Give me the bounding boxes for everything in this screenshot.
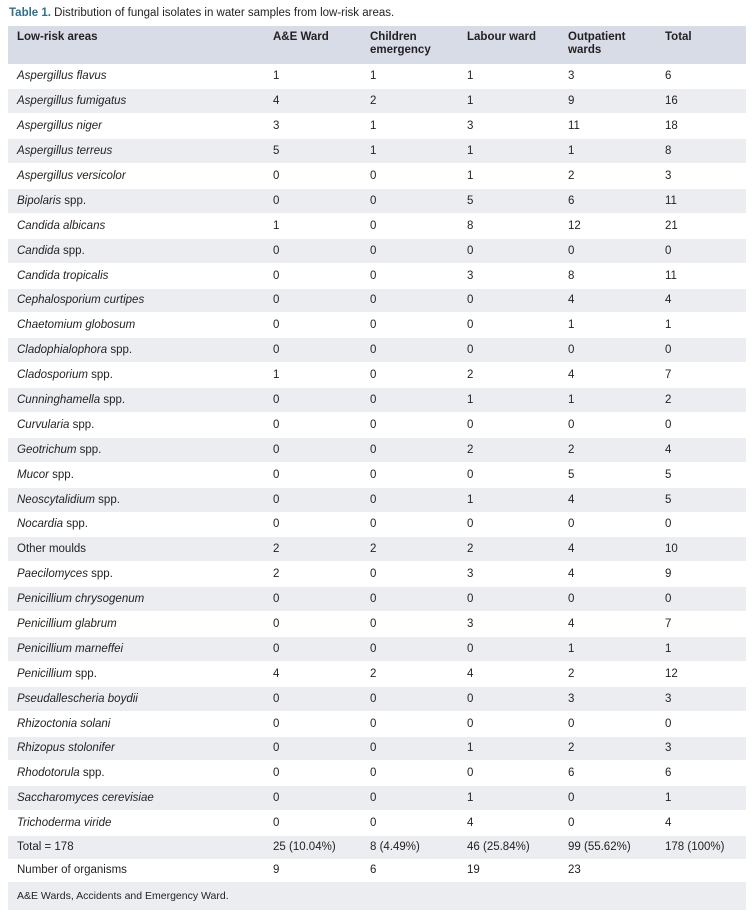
- organism-name: [8, 238, 264, 263]
- table-row: [8, 736, 746, 761]
- cell-outpatient-wards: 0: [568, 244, 575, 257]
- organism-name: [8, 412, 264, 437]
- table-row: [8, 437, 746, 462]
- organism-name-text: Candida albicans: [17, 219, 106, 232]
- cell-ae-ward: 0: [273, 692, 280, 705]
- cell-ae-ward: 5: [273, 145, 280, 158]
- cell-children-emergency: 0: [370, 493, 377, 506]
- table-row: [8, 89, 746, 114]
- organisms-labour-ward: 19: [467, 864, 480, 877]
- cell-ae-ward: 0: [273, 618, 280, 631]
- cell-children-emergency: 0: [370, 692, 377, 705]
- table-row: [8, 313, 746, 338]
- cell-children-emergency: 0: [370, 170, 377, 182]
- cell-total: 7: [665, 618, 672, 631]
- cell-total: 3: [665, 692, 672, 705]
- cell-children-emergency: 2: [370, 667, 377, 680]
- organism-name: [8, 139, 264, 164]
- cell-total: 1: [665, 792, 672, 805]
- column-header-total: Total: [665, 31, 692, 43]
- cell-children-emergency: 2: [370, 95, 377, 108]
- cell-total: 6: [665, 767, 672, 780]
- cell-labour-ward: 0: [467, 344, 474, 357]
- organism-name: [8, 711, 264, 736]
- organism-name-text: Rhodotorula: [17, 767, 80, 780]
- cell-outpatient-wards: 11: [568, 120, 580, 133]
- column-header-children-emergency: Children emergency: [370, 31, 431, 56]
- cell-ae-ward: 0: [273, 418, 280, 431]
- cell-outpatient-wards: 4: [568, 294, 575, 307]
- cell-labour-ward: 0: [467, 518, 474, 531]
- cell-labour-ward: 1: [467, 95, 474, 108]
- organism-name-suffix: spp.: [100, 394, 126, 407]
- cell-ae-ward: 2: [273, 543, 280, 556]
- cell-outpatient-wards: 6: [568, 194, 575, 207]
- cell-children-emergency: 1: [370, 70, 377, 83]
- cell-outpatient-wards: 4: [568, 369, 575, 382]
- organism-name: [8, 661, 264, 686]
- cell-labour-ward: 0: [467, 717, 474, 730]
- column-header-area: Low-risk areas: [17, 31, 98, 43]
- organism-name: [8, 338, 264, 363]
- cell-outpatient-wards: 4: [568, 618, 575, 631]
- cell-outpatient-wards: 0: [568, 593, 575, 606]
- cell-labour-ward: 1: [467, 792, 474, 805]
- table-row: [8, 661, 746, 686]
- cell-children-emergency: 0: [370, 593, 377, 606]
- cell-ae-ward: 0: [273, 742, 280, 755]
- cell-total: 4: [665, 443, 672, 456]
- table-row: [8, 412, 746, 437]
- table-row: [8, 338, 746, 363]
- cell-total: 8: [665, 145, 672, 158]
- cell-ae-ward: 0: [273, 319, 280, 332]
- cell-total: 18: [665, 120, 678, 133]
- organism-name-text: Aspergillus terreus: [17, 145, 113, 158]
- organism-name: [8, 263, 264, 288]
- cell-ae-ward: 2: [273, 568, 280, 581]
- cell-outpatient-wards: 0: [568, 518, 575, 531]
- organisms-ae-ward: 9: [273, 864, 280, 877]
- cell-outpatient-wards: 2: [568, 742, 575, 755]
- organism-name: [8, 636, 264, 661]
- organism-name: [8, 437, 264, 462]
- table-row: [8, 711, 746, 736]
- table-row: [8, 811, 746, 836]
- cell-children-emergency: 0: [370, 244, 377, 257]
- cell-children-emergency: 1: [370, 120, 377, 133]
- cell-total: 0: [665, 518, 672, 531]
- cell-ae-ward: 1: [273, 369, 280, 382]
- organism-name-text: Penicillium glabrum: [17, 618, 117, 631]
- organism-name: [8, 487, 264, 512]
- cell-ae-ward: 0: [273, 294, 280, 307]
- organism-name: [8, 736, 264, 761]
- total-labour-ward: 46 (25.84%): [467, 841, 530, 854]
- cell-children-emergency: 0: [370, 219, 377, 232]
- cell-outpatient-wards: 1: [568, 319, 575, 332]
- organism-name: [8, 363, 264, 388]
- cell-outpatient-wards: 2: [568, 170, 575, 182]
- cell-total: 11: [665, 269, 677, 282]
- cell-labour-ward: 1: [467, 394, 474, 407]
- cell-labour-ward: 0: [467, 319, 474, 332]
- table-row: [8, 188, 746, 213]
- organism-name-text: Geotrichum: [17, 443, 77, 456]
- cell-labour-ward: 1: [467, 493, 474, 506]
- organisms-outpatient-wards: 23: [568, 864, 581, 877]
- table-row: [8, 562, 746, 587]
- table-body: [8, 64, 746, 836]
- cell-labour-ward: 2: [467, 369, 474, 382]
- organism-name-suffix: spp.: [69, 418, 95, 431]
- organism-name-text: Trichoderma viride: [17, 817, 112, 830]
- cell-ae-ward: 1: [273, 70, 280, 83]
- cell-labour-ward: 0: [467, 468, 474, 481]
- table-row: [8, 388, 746, 413]
- cell-children-emergency: 0: [370, 394, 377, 407]
- cell-total: 16: [665, 95, 678, 108]
- cell-labour-ward: 0: [467, 767, 474, 780]
- table-caption: [9, 6, 394, 20]
- table-row: [8, 462, 746, 487]
- cell-children-emergency: 0: [370, 269, 377, 282]
- cell-outpatient-wards: 0: [568, 418, 575, 431]
- cell-outpatient-wards: 8: [568, 269, 575, 282]
- organism-name-text: Penicillium marneffei: [17, 642, 124, 655]
- table-row: [8, 363, 746, 388]
- fungal-isolates-table: [8, 26, 746, 910]
- cell-children-emergency: 0: [370, 319, 377, 332]
- cell-total: 9: [665, 568, 672, 581]
- organism-name: [8, 686, 264, 711]
- cell-children-emergency: 0: [370, 369, 377, 382]
- organism-name: [8, 462, 264, 487]
- table-row: [8, 512, 746, 537]
- organism-name-suffix: spp.: [71, 667, 97, 680]
- cell-outpatient-wards: 2: [568, 667, 575, 680]
- cell-total: 5: [665, 493, 672, 506]
- table-row: [8, 139, 746, 164]
- cell-children-emergency: 0: [370, 618, 377, 631]
- cell-ae-ward: 0: [273, 493, 280, 506]
- cell-ae-ward: 0: [273, 468, 280, 481]
- cell-outpatient-wards: 4: [568, 493, 575, 506]
- cell-outpatient-wards: 0: [568, 792, 575, 805]
- organism-name: [8, 612, 264, 637]
- organism-name-text: Neoscytalidium: [17, 493, 95, 506]
- organism-name-suffix: spp.: [107, 344, 133, 357]
- cell-labour-ward: 1: [467, 170, 474, 182]
- organism-name: [8, 537, 264, 562]
- organism-name-text: Aspergillus niger: [17, 120, 103, 133]
- cell-ae-ward: 1: [273, 219, 280, 232]
- column-header-ae-ward: A&E Ward: [273, 31, 329, 43]
- organism-name-text: Pseudallescheria boydii: [17, 692, 138, 705]
- cell-labour-ward: 3: [467, 618, 474, 631]
- cell-outpatient-wards: 0: [568, 344, 575, 357]
- organism-name-suffix: spp.: [79, 767, 105, 780]
- cell-total: 12: [665, 667, 678, 680]
- organism-name-text: Rhizoctonia solani: [17, 717, 111, 730]
- organism-name: [8, 89, 264, 114]
- cell-outpatient-wards: 4: [568, 568, 575, 581]
- table-row: [8, 786, 746, 811]
- cell-children-emergency: 0: [370, 742, 377, 755]
- cell-children-emergency: 0: [370, 792, 377, 805]
- cell-children-emergency: 2: [370, 543, 377, 556]
- cell-total: 4: [665, 817, 672, 830]
- cell-labour-ward: 0: [467, 642, 474, 655]
- organisms-children-emergency: 6: [370, 864, 377, 877]
- organism-name-text: Penicillium: [17, 667, 72, 680]
- cell-total: 4: [665, 294, 672, 307]
- cell-ae-ward: 0: [273, 817, 280, 830]
- cell-total: 0: [665, 717, 672, 730]
- cell-total: 5: [665, 468, 672, 481]
- organism-name: [8, 786, 264, 811]
- organism-name: [8, 188, 264, 213]
- cell-ae-ward: 0: [273, 642, 280, 655]
- organism-name-text: Other moulds: [17, 543, 87, 556]
- cell-total: 2: [665, 394, 672, 407]
- cell-ae-ward: 0: [273, 269, 280, 282]
- cell-total: 7: [665, 369, 672, 382]
- cell-children-emergency: 0: [370, 443, 377, 456]
- table-row: [8, 587, 746, 612]
- cell-children-emergency: 0: [370, 294, 377, 307]
- table-row: [8, 537, 746, 562]
- cell-total: 21: [665, 219, 678, 232]
- organism-name-text: Cladophialophora: [17, 344, 108, 357]
- table-label: Table 1.: [9, 7, 51, 19]
- cell-outpatient-wards: 0: [568, 817, 575, 830]
- table-row: [8, 761, 746, 786]
- cell-total: 1: [665, 642, 672, 655]
- cell-children-emergency: 0: [370, 717, 377, 730]
- cell-labour-ward: 4: [467, 817, 474, 830]
- cell-ae-ward: 0: [273, 518, 280, 531]
- cell-outpatient-wards: 1: [568, 642, 575, 655]
- total-row: [8, 836, 746, 859]
- organism-name: [8, 64, 264, 89]
- cell-labour-ward: 1: [467, 70, 474, 83]
- organism-name-text: Candida tropicalis: [17, 269, 109, 282]
- cell-ae-ward: 0: [273, 244, 280, 257]
- cell-children-emergency: 0: [370, 344, 377, 357]
- table-caption-text: Distribution of fungal isolates in water samples from low-risk areas.: [54, 7, 395, 19]
- cell-ae-ward: 0: [273, 170, 280, 182]
- cell-ae-ward: 0: [273, 792, 280, 805]
- table-footnote: A&E Wards, Accidents and Emergency Ward.: [17, 889, 229, 902]
- total-outpatient-wards: 99 (55.62%): [568, 841, 631, 854]
- table-row: [8, 612, 746, 637]
- total-label: Total = 178: [17, 841, 74, 854]
- organism-name-text: Paecilomyces: [17, 568, 88, 581]
- table-row: [8, 114, 746, 139]
- organism-name-text: Chaetomium globosum: [17, 319, 136, 332]
- organism-name-suffix: spp.: [63, 518, 88, 531]
- cell-labour-ward: 0: [467, 593, 474, 606]
- organism-name: [8, 213, 264, 238]
- organism-name: [8, 761, 264, 786]
- cell-total: 0: [665, 244, 672, 257]
- column-header-labour-ward: Labour ward: [467, 31, 537, 43]
- footnote-row: [8, 882, 746, 910]
- cell-outpatient-wards: 6: [568, 767, 575, 780]
- cell-children-emergency: 0: [370, 642, 377, 655]
- organism-name-suffix: spp.: [94, 493, 120, 506]
- organism-name-text: Candida: [17, 244, 60, 257]
- cell-children-emergency: 0: [370, 568, 377, 581]
- organism-name: [8, 388, 264, 413]
- cell-total: 0: [665, 344, 672, 357]
- cell-labour-ward: 0: [467, 418, 474, 431]
- organism-name-text: Cunninghamella: [17, 394, 101, 407]
- organism-name: [8, 288, 264, 313]
- organism-name-text: Penicillium chrysogenum: [17, 593, 145, 606]
- cell-ae-ward: 0: [273, 593, 280, 606]
- organism-name: [8, 811, 264, 836]
- cell-outpatient-wards: 4: [568, 543, 575, 556]
- table-row: [8, 686, 746, 711]
- organism-name: [8, 164, 264, 189]
- cell-labour-ward: 3: [467, 120, 474, 133]
- cell-total: 11: [665, 194, 677, 207]
- cell-ae-ward: 4: [273, 667, 280, 680]
- cell-ae-ward: 4: [273, 95, 280, 108]
- cell-labour-ward: 1: [467, 145, 474, 158]
- organism-name: [8, 512, 264, 537]
- table-row: [8, 238, 746, 263]
- organism-name-suffix: spp.: [59, 244, 85, 257]
- organism-name-text: Saccharomyces cerevisiae: [17, 792, 154, 805]
- cell-outpatient-wards: 1: [568, 145, 575, 158]
- cell-ae-ward: 0: [273, 344, 280, 357]
- cell-outpatient-wards: 3: [568, 692, 575, 705]
- organism-name: [8, 114, 264, 139]
- organism-name-text: Rhizopus stolonifer: [17, 742, 115, 755]
- organism-name: [8, 562, 264, 587]
- cell-outpatient-wards: 5: [568, 468, 575, 481]
- table-row: [8, 64, 746, 89]
- cell-labour-ward: 4: [467, 667, 474, 680]
- cell-labour-ward: 3: [467, 269, 474, 282]
- cell-labour-ward: 2: [467, 543, 474, 556]
- table-row: [8, 636, 746, 661]
- cell-outpatient-wards: 0: [568, 717, 575, 730]
- organism-name-text: Aspergillus flavus: [17, 70, 107, 83]
- cell-outpatient-wards: 3: [568, 70, 575, 83]
- cell-labour-ward: 0: [467, 692, 474, 705]
- organism-name: [8, 587, 264, 612]
- cell-labour-ward: 0: [467, 244, 474, 257]
- table-row: [8, 288, 746, 313]
- cell-children-emergency: 0: [370, 767, 377, 780]
- organism-name-text: Bipolaris: [17, 194, 62, 207]
- cell-outpatient-wards: 2: [568, 443, 575, 456]
- cell-total: 10: [665, 543, 678, 556]
- organism-name-text: Aspergillus versicolor: [17, 170, 126, 182]
- organism-name: [8, 313, 264, 338]
- organism-name-text: Mucor: [17, 468, 49, 481]
- cell-ae-ward: 0: [273, 717, 280, 730]
- cell-children-emergency: 0: [370, 418, 377, 431]
- table-row: [8, 164, 746, 189]
- organism-name-suffix: spp.: [76, 443, 102, 456]
- cell-outpatient-wards: 9: [568, 95, 575, 108]
- cell-labour-ward: 1: [467, 742, 474, 755]
- total-children-emergency: 8 (4.49%): [370, 841, 420, 854]
- organism-name-text: Nocardia: [17, 518, 64, 531]
- cell-total: 6: [665, 70, 672, 83]
- table-row: [8, 487, 746, 512]
- organisms-row: [8, 859, 746, 882]
- cell-children-emergency: 0: [370, 194, 377, 207]
- cell-total: 0: [665, 593, 672, 606]
- cell-children-emergency: 0: [370, 817, 377, 830]
- column-header-outpatient-wards: Outpatient wards: [568, 31, 626, 56]
- cell-children-emergency: 0: [370, 518, 377, 531]
- organism-name-text: Cladosporium: [17, 369, 88, 382]
- cell-ae-ward: 0: [273, 394, 280, 407]
- cell-labour-ward: 3: [467, 568, 474, 581]
- cell-total: 1: [665, 319, 672, 332]
- organism-name-suffix: spp.: [48, 468, 74, 481]
- total-total: 178 (100%): [665, 841, 725, 854]
- organisms-label: Number of organisms: [17, 864, 127, 877]
- table-header-row: [8, 26, 746, 64]
- cell-labour-ward: 0: [467, 294, 474, 307]
- cell-children-emergency: 0: [370, 468, 377, 481]
- organism-name-text: Cephalosporium curtipes: [17, 294, 145, 307]
- cell-total: 3: [665, 742, 672, 755]
- cell-ae-ward: 3: [273, 120, 280, 133]
- cell-labour-ward: 8: [467, 219, 474, 232]
- table-row: [8, 213, 746, 238]
- cell-outpatient-wards: 1: [568, 394, 575, 407]
- cell-children-emergency: 1: [370, 145, 377, 158]
- cell-ae-ward: 0: [273, 194, 280, 207]
- table-row: [8, 263, 746, 288]
- cell-labour-ward: 5: [467, 194, 474, 207]
- organism-name-suffix: spp.: [87, 568, 113, 581]
- organisms-total: [656, 859, 746, 882]
- cell-total: 3: [665, 170, 672, 182]
- organism-name-text: Aspergillus fumigatus: [17, 95, 127, 108]
- organism-name-suffix: spp.: [87, 369, 113, 382]
- cell-labour-ward: 2: [467, 443, 474, 456]
- cell-total: 0: [665, 418, 672, 431]
- cell-ae-ward: 0: [273, 767, 280, 780]
- cell-outpatient-wards: 12: [568, 219, 581, 232]
- total-ae-ward: 25 (10.04%): [273, 841, 336, 854]
- organism-name-text: Curvularia: [17, 418, 70, 431]
- cell-ae-ward: 0: [273, 443, 280, 456]
- organism-name-suffix: spp.: [61, 194, 87, 207]
